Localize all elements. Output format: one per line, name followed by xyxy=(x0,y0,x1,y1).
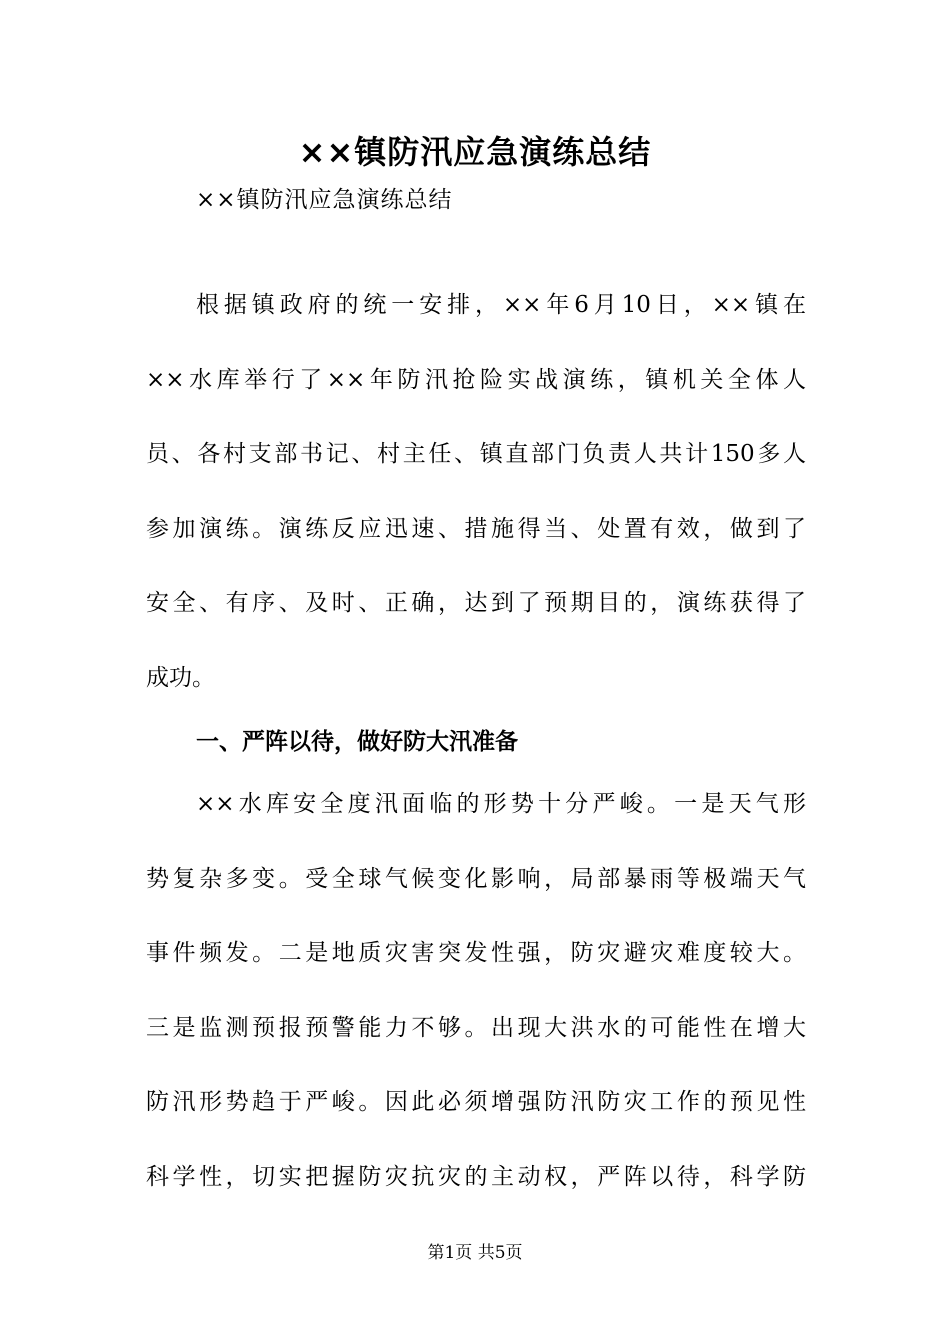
paragraph-line: 根据镇政府的统一安排，××年6月10日，××镇在 xyxy=(196,292,806,318)
paragraph-1 xyxy=(146,268,806,715)
paragraph-line: 成功。 xyxy=(146,664,215,691)
paragraph-line: ××水库安全度汛面临的形势十分严峻。一是天气形 xyxy=(196,791,806,817)
document-title: ××镇防汛应急演练总结 xyxy=(298,133,652,171)
paragraph-line: 安全、有序、及时、正确，达到了预期目的，演练获得了 xyxy=(146,590,806,616)
paragraph-line: 参加演练。演练反应迅速、措施得当、处置有效，做到了 xyxy=(146,515,806,542)
paragraph-line: 事件频发。二是地质灾害突发性强，防灾避灾难度较大。 xyxy=(146,940,806,966)
paragraph-line: 势复杂多变。受全球气候变化影响，局部暴雨等极端天气 xyxy=(146,865,806,892)
paragraph-line: ××水库举行了××年防汛抢险实战演练，镇机关全体人 xyxy=(146,366,806,393)
section-heading: 一、严阵以待，做好防大汛准备 xyxy=(196,729,518,755)
paragraph-2 xyxy=(146,767,806,1214)
paragraph-line: 三是监测预报预警能力不够。出现大洪水的可能性在增大 xyxy=(146,1014,806,1041)
document-subtitle: ××镇防汛应急演练总结 xyxy=(196,187,453,213)
paragraph-line: 员、各村支部书记、村主任、镇直部门负责人共计150多人 xyxy=(146,441,806,467)
paragraph-line: 防汛形势趋于严峻。因此必须增强防汛防灾工作的预见性 xyxy=(146,1089,806,1115)
page-footer: 第1页 共5页 xyxy=(427,1243,523,1263)
paragraph-line: 科学性，切实把握防灾抗灾的主动权，严阵以待，科学防 xyxy=(146,1163,806,1190)
